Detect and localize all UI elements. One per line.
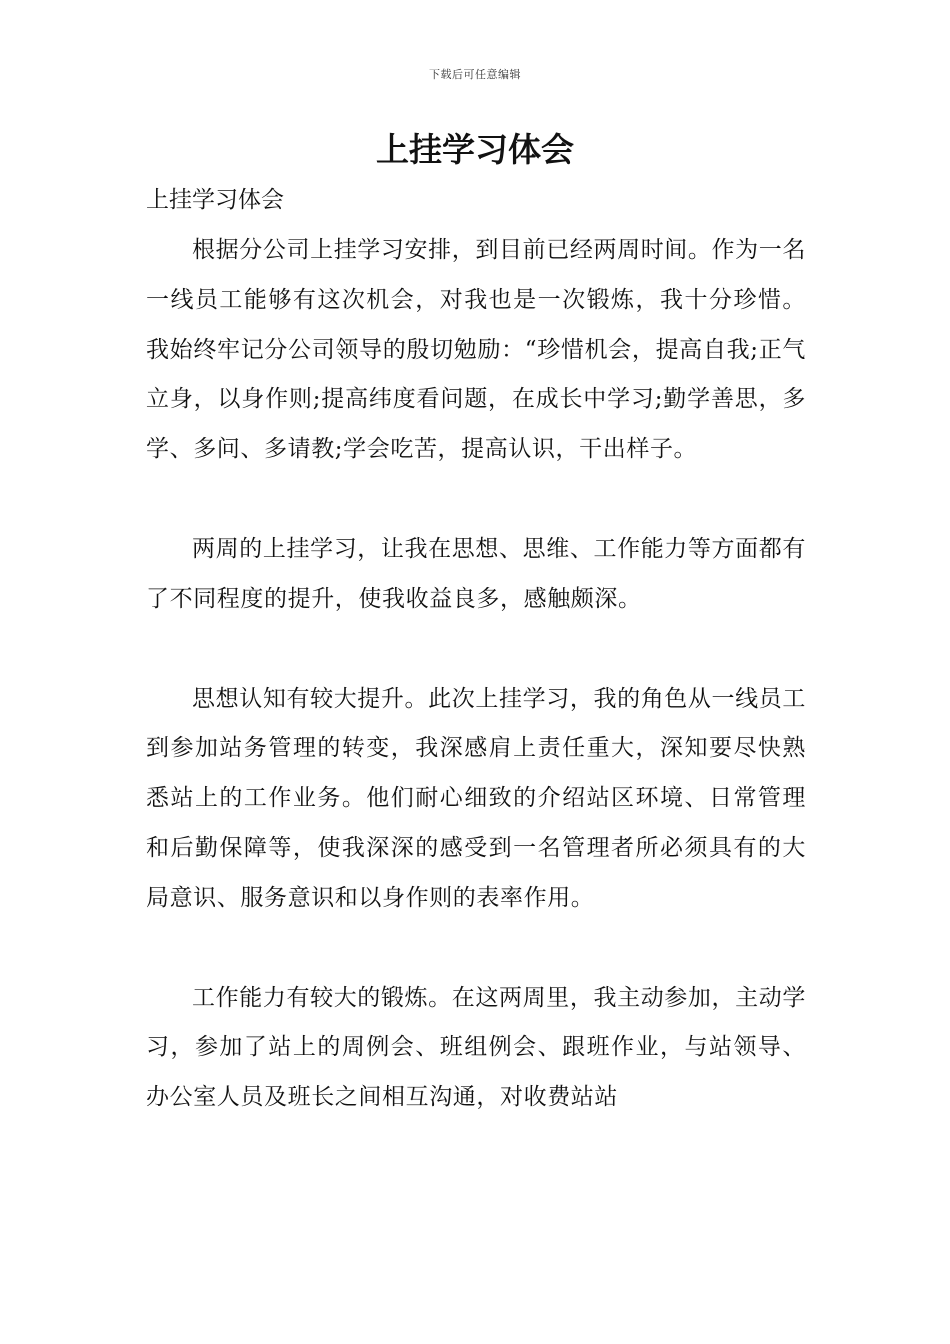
- document-title: 上挂学习体会: [376, 130, 574, 169]
- document-subtitle: 上挂学习体会: [146, 187, 284, 213]
- paragraph-3: 思想认知有较大提升。此次上挂学习，我的角色从一线员工到参加站务管理的转变，我深感肩上责任重大，深知要尽快熟悉站上的工作业务。他们耐心细致的介绍站区环境、日常管理和后勤保障等，使我深深的感受到一名管理者所必须具有的大局意识、服务意识和以身作则的表率作用。: [146, 685, 806, 911]
- document-body: [146, 226, 806, 1173]
- paragraph-1: 根据分公司上挂学习安排，到目前已经两周时间。作为一名一线员工能够有这次机会，对我也是一次锻炼，我十分珍惜。我始终牢记分公司领导的殷切勉励：“珍惜机会，提高自我;正气立身，以身作则;提高纬度看问题，在成长中学习;勤学善思，多学、多问、多请教;学会吃苦，提高认识，干出样子。: [146, 237, 806, 463]
- paragraph-4: 工作能力有较大的锻炼。在这两周里，我主动参加，主动学习，参加了站上的周例会、班组例会、跟班作业，与站领导、办公室人员及班长之间相互沟通，对收费站站: [146, 984, 806, 1111]
- paragraph-2: 两周的上挂学习，让我在思想、思维、工作能力等方面都有了不同程度的提升，使我收益良多，感触颇深。: [146, 535, 806, 612]
- header-note: 下载后可任意编辑: [429, 68, 521, 81]
